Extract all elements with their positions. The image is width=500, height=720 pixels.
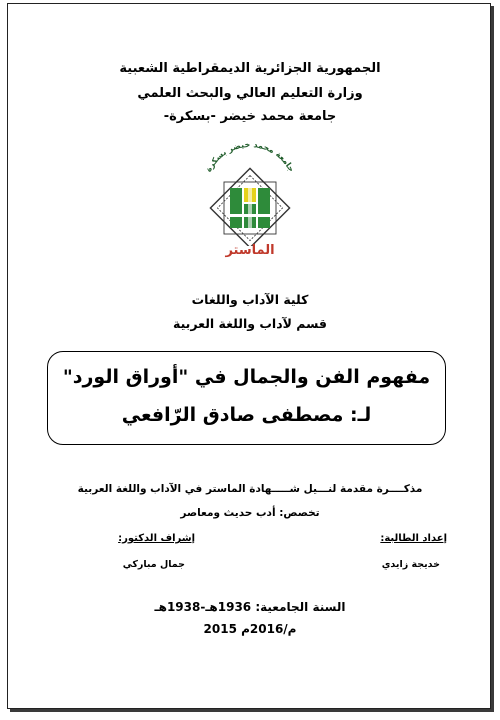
student-label: إعداد الطالبة: — [380, 533, 447, 544]
university-name: جامعة محمد خيضر -بسكرة- — [163, 109, 337, 124]
logo-emblem — [210, 168, 289, 246]
thesis-title-box — [47, 351, 446, 445]
academic-year-gregorian: 2015 م/2016م — [203, 622, 297, 636]
thesis-specialty: تخصص: أدب حديث ومعاصر — [180, 507, 320, 519]
logo-arc-text: جامعة محمد خيضر بسكرة — [203, 140, 297, 174]
supervisor-name: جمال مباركي — [122, 559, 185, 570]
thesis-description: مذكــــرة مقدمة لنـــيل شـــــهادة الماستر في الآداب واللغة العربية — [77, 483, 423, 495]
republic-name: الجمهورية الجزائرية الديمقراطية الشعبية — [119, 61, 381, 76]
thesis-title-line2: لـ: مصطفى صادق الرّافعي — [121, 404, 372, 426]
academic-year-hijri: السنة الجامعية: 1936هـ-1938هـ — [154, 600, 346, 614]
university-logo — [200, 140, 300, 246]
degree-level: الماستر — [225, 243, 275, 258]
thesis-title-line1: مفهوم الفن والجمال في "أوراق الورد" — [62, 366, 431, 388]
department-name: قسم لآداب واللغة العربية — [172, 316, 327, 331]
ministry-name: وزارة التعليم العالي والبحث العلمي — [137, 86, 363, 101]
supervisor-label: إشراف الدكتور: — [118, 533, 195, 544]
student-name: خديجة زايدي — [381, 559, 440, 570]
college-name: كلية الآداب واللغات — [191, 292, 309, 307]
